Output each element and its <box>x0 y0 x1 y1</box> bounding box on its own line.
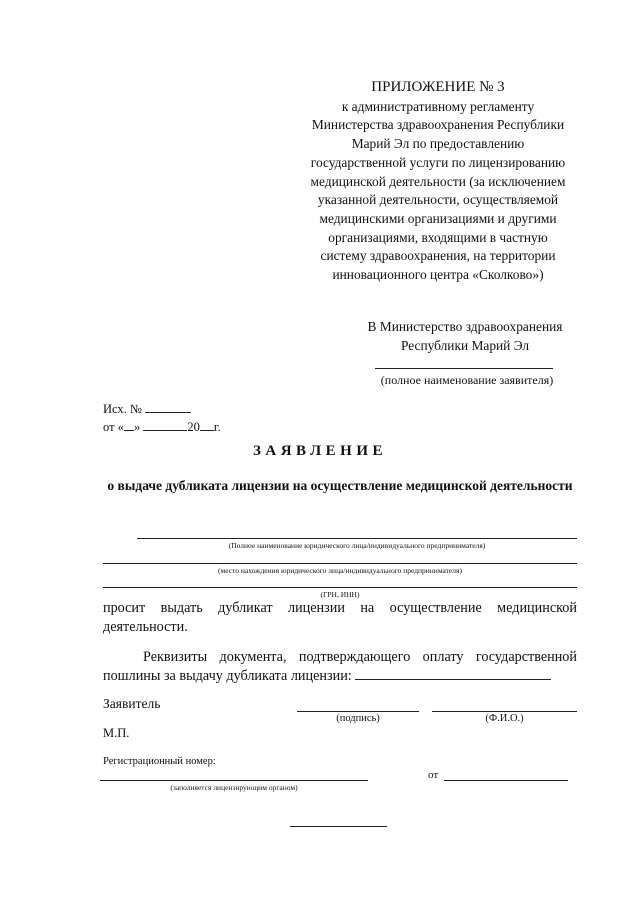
fio-caption: (Ф.И.О.) <box>485 713 524 724</box>
outgoing-reference <box>103 400 221 436</box>
signature-line[interactable] <box>297 711 419 712</box>
appendix-line: Министерства здравоохранения Республики <box>311 117 565 133</box>
addressee-line-2: Республики Марий Эл <box>400 337 530 353</box>
payment-paragraph <box>103 648 577 685</box>
ref-date-mid: » <box>133 420 141 434</box>
ids-caption: (ГРН, ИНН) <box>320 590 360 599</box>
appendix-line: государственной услуги по лицензированию <box>310 154 566 170</box>
registration-date-line[interactable] <box>444 780 568 781</box>
appendix-line: к административному регламенту <box>341 98 535 114</box>
registration-caption: (заполняется лицензирующим органом) <box>170 783 298 792</box>
ref-year-suffix: г. <box>213 420 221 434</box>
fio-line[interactable] <box>432 711 577 712</box>
appendix-line: указанной деятельности, осуществляемой <box>317 192 559 208</box>
applicant-name-line[interactable] <box>375 368 553 369</box>
stamp-label: М.П. <box>103 726 130 740</box>
ref-date-prefix: от « <box>103 420 124 434</box>
applicant-label: Заявитель <box>103 696 161 711</box>
appendix-line: систему здравоохранения, на территории <box>320 248 556 264</box>
payment-text: Реквизиты документа, подтверждающего оплату государственной пошлины за выдачу дубликата лицензии: <box>103 649 577 684</box>
legal-name-caption: (Полное наименование юридического лица/индивидуального предпринимателя) <box>228 541 486 550</box>
ref-month-field[interactable] <box>143 418 187 431</box>
location-caption: (место нахождения юридического лица/индивидуального предпринимателя) <box>218 566 462 575</box>
appendix-line: инновационного центра «Сколково») <box>332 267 544 283</box>
ids-line[interactable] <box>103 587 577 588</box>
appendix-line: организациями, входящими в частную <box>328 229 548 245</box>
request-paragraph: просит выдать дубликат лицензии на осуществление медицинской деятельности. <box>103 600 577 635</box>
ref-year-field[interactable] <box>200 418 214 431</box>
appendix-line: медицинской деятельности (за исключением <box>310 173 566 189</box>
location-line[interactable] <box>103 563 577 564</box>
registration-label: Регистрационный номер: <box>103 756 216 767</box>
addressee-line-1: В Министерство здравоохранения <box>367 319 563 334</box>
document-subtitle: о выдаче дубликата лицензии на осуществление медицинской деятельности <box>107 478 573 493</box>
ref-year-prefix: 20 <box>187 420 200 434</box>
appendix-title: ПРИЛОЖЕНИЕ № 3 <box>371 79 505 95</box>
closing-separator <box>290 826 387 827</box>
addressee-block <box>330 318 600 355</box>
ref-day-field[interactable] <box>124 418 134 431</box>
appendix-block <box>278 78 598 285</box>
signature-caption: (подпись) <box>336 713 380 724</box>
legal-name-line[interactable] <box>137 538 577 539</box>
applicant-name-caption: (полное наименование заявителя) <box>380 373 554 387</box>
document-title: ЗАЯВЛЕНИЕ <box>252 443 388 459</box>
registration-number-line[interactable] <box>100 780 368 781</box>
ref-number-label: Исх. № <box>103 402 142 416</box>
appendix-line: медицинскими организациями и другими <box>319 210 557 226</box>
payment-field[interactable] <box>355 669 551 680</box>
ref-number-field[interactable] <box>145 400 191 413</box>
appendix-line: Марий Эл по предоставлению <box>351 136 525 152</box>
registration-from-label: от <box>428 769 439 781</box>
